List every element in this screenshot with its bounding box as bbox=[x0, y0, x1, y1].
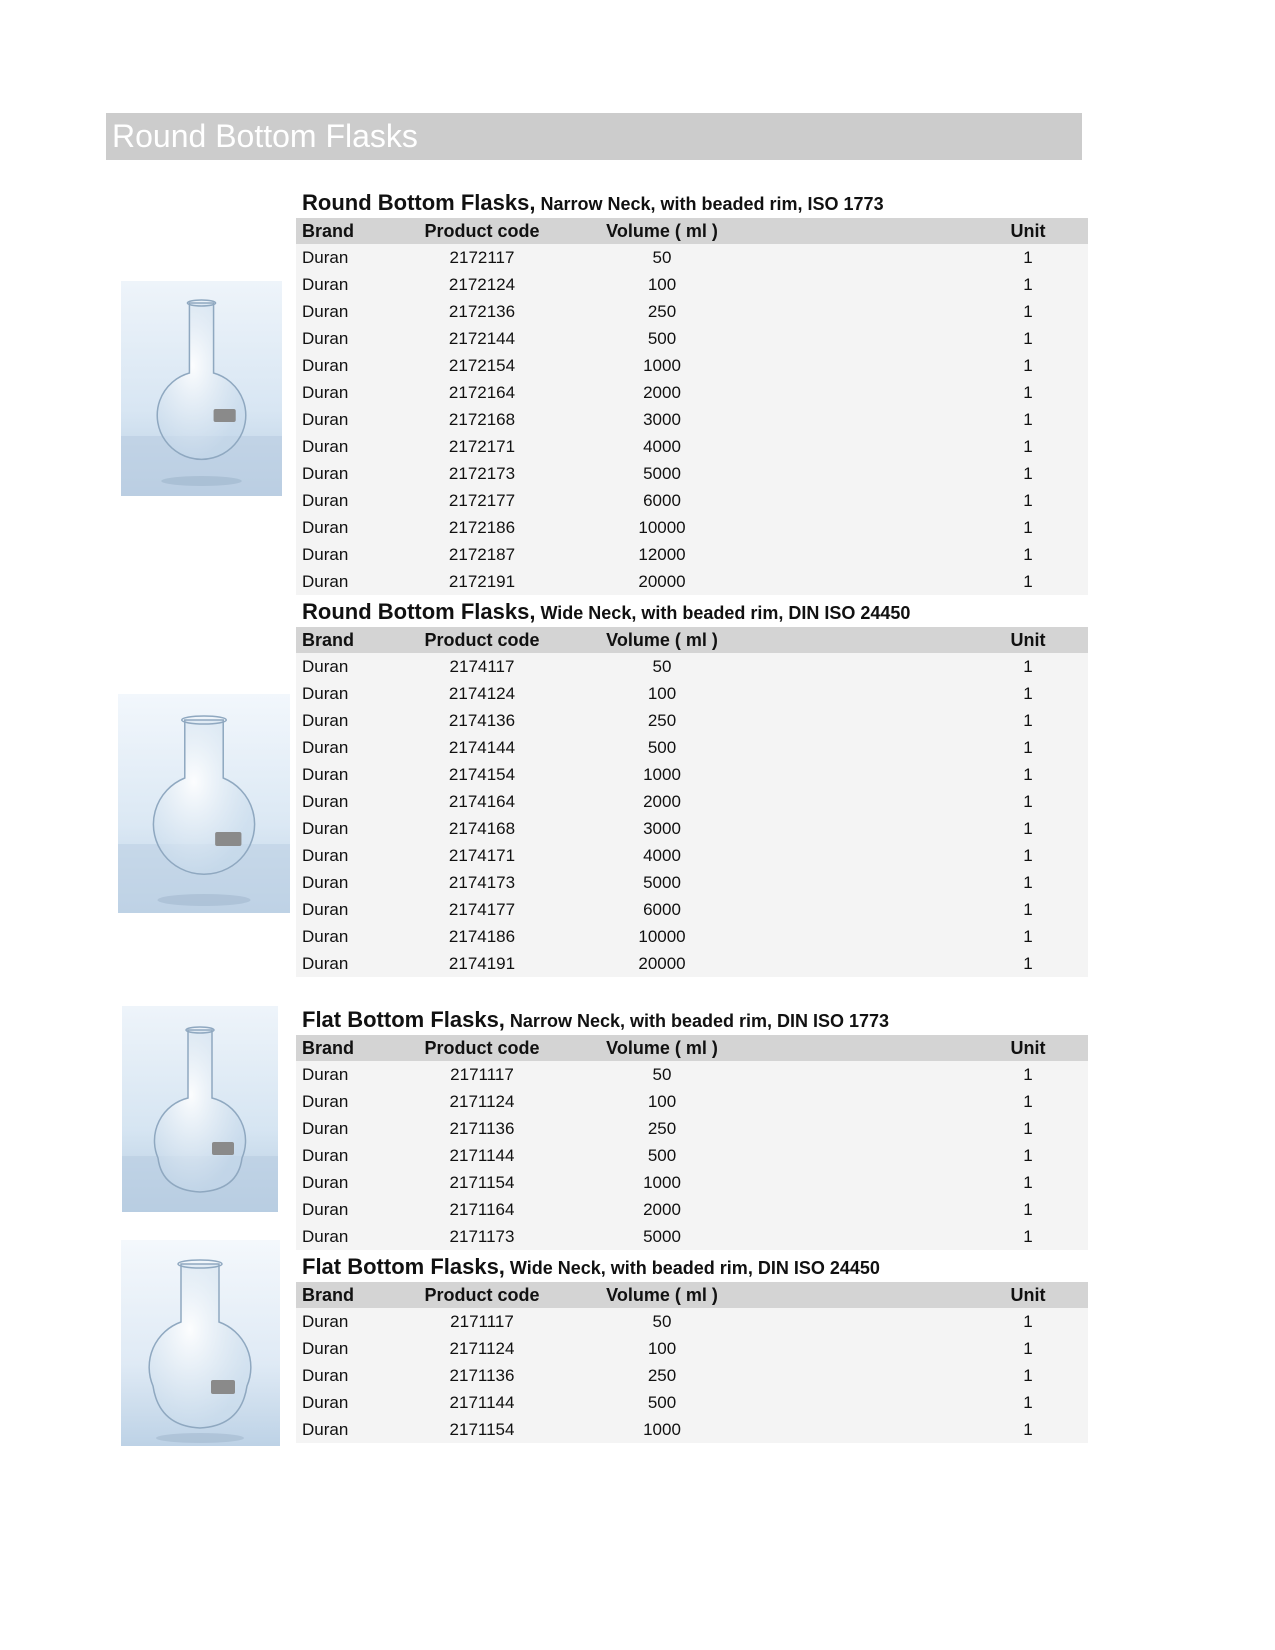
cell-product-code: 2172171 bbox=[448, 437, 516, 456]
cell-volume: 1000 bbox=[643, 356, 681, 375]
table-row bbox=[296, 1389, 1088, 1416]
cell-unit: 1 bbox=[1023, 1420, 1033, 1439]
table-row bbox=[296, 1088, 1088, 1115]
cell-volume: 4000 bbox=[643, 437, 681, 456]
cell-unit: 1 bbox=[1023, 572, 1033, 591]
table-row bbox=[296, 788, 1088, 815]
table-header-row bbox=[296, 1282, 1088, 1308]
product-table bbox=[296, 627, 1088, 977]
section-title-main: Flat Bottom Flasks, bbox=[302, 1007, 505, 1032]
cell-unit: 1 bbox=[1023, 1200, 1033, 1219]
cell-brand: Duran bbox=[302, 927, 349, 946]
cell-product-code: 2174168 bbox=[448, 819, 516, 838]
table-row bbox=[296, 815, 1088, 842]
cell-brand: Duran bbox=[302, 954, 349, 973]
table-header-row bbox=[296, 1035, 1088, 1061]
cell-spacer bbox=[772, 707, 968, 734]
cell-product-code: 2174164 bbox=[448, 792, 516, 811]
cell-product-code: 2174144 bbox=[448, 738, 516, 757]
cell-unit: 1 bbox=[1023, 819, 1033, 838]
cell-volume: 20000 bbox=[638, 572, 686, 591]
cell-volume: 500 bbox=[647, 1393, 677, 1412]
section-title bbox=[296, 1252, 1082, 1282]
cell-volume: 250 bbox=[647, 302, 677, 321]
cell-spacer bbox=[772, 1196, 968, 1223]
cell-brand: Duran bbox=[302, 545, 349, 564]
cell-volume: 6000 bbox=[643, 491, 681, 510]
table-row bbox=[296, 244, 1088, 271]
cell-brand: Duran bbox=[302, 383, 349, 402]
cell-spacer bbox=[772, 406, 968, 433]
cell-volume: 1000 bbox=[643, 1420, 681, 1439]
table-row bbox=[296, 568, 1088, 595]
cell-brand: Duran bbox=[302, 248, 349, 267]
table-row bbox=[296, 1169, 1088, 1196]
cell-volume: 3000 bbox=[643, 410, 681, 429]
cell-unit: 1 bbox=[1023, 954, 1033, 973]
table-row bbox=[296, 379, 1088, 406]
cell-brand: Duran bbox=[302, 1393, 349, 1412]
cell-volume: 10000 bbox=[638, 927, 686, 946]
cell-volume: 1000 bbox=[643, 765, 681, 784]
cell-spacer bbox=[772, 842, 968, 869]
table-row bbox=[296, 1308, 1088, 1335]
cell-volume: 50 bbox=[652, 1065, 672, 1084]
table-row bbox=[296, 460, 1088, 487]
cell-unit: 1 bbox=[1023, 846, 1033, 865]
cell-brand: Duran bbox=[302, 819, 349, 838]
cell-product-code: 2171136 bbox=[449, 1119, 515, 1138]
section-title-sub: Wide Neck, with beaded rim, DIN ISO 24450 bbox=[535, 603, 911, 623]
cell-unit: 1 bbox=[1023, 1173, 1033, 1192]
cell-unit: 1 bbox=[1023, 437, 1033, 456]
cell-spacer bbox=[772, 1389, 968, 1416]
cell-spacer bbox=[772, 298, 968, 325]
cell-unit: 1 bbox=[1023, 684, 1033, 703]
cell-product-code: 2172177 bbox=[448, 491, 516, 510]
cell-spacer bbox=[772, 950, 968, 977]
cell-spacer bbox=[772, 325, 968, 352]
cell-product-code: 2171154 bbox=[449, 1173, 515, 1192]
section-title-main: Round Bottom Flasks, bbox=[302, 190, 536, 215]
cell-brand: Duran bbox=[302, 491, 349, 510]
cell-product-code: 2174136 bbox=[448, 711, 516, 730]
section-title bbox=[296, 1005, 1082, 1035]
cell-unit: 1 bbox=[1023, 1092, 1033, 1111]
cell-unit: 1 bbox=[1023, 491, 1033, 510]
section-title-main: Round Bottom Flasks, bbox=[302, 599, 536, 624]
cell-brand: Duran bbox=[302, 356, 349, 375]
header-brand: Brand bbox=[296, 1035, 412, 1061]
cell-product-code: 2171173 bbox=[449, 1227, 515, 1246]
header-spacer bbox=[772, 1282, 968, 1308]
table-header-row bbox=[296, 627, 1088, 653]
cell-unit: 1 bbox=[1023, 1312, 1033, 1331]
cell-volume: 1000 bbox=[643, 1173, 681, 1192]
table-row bbox=[296, 1362, 1088, 1389]
header-product-code: Product code bbox=[412, 1035, 552, 1061]
cell-volume: 100 bbox=[647, 684, 677, 703]
header-brand: Brand bbox=[296, 627, 412, 653]
cell-brand: Duran bbox=[302, 1227, 349, 1246]
cell-spacer bbox=[772, 433, 968, 460]
cell-brand: Duran bbox=[302, 1312, 349, 1331]
table-row bbox=[296, 869, 1088, 896]
cell-volume: 250 bbox=[647, 711, 677, 730]
cell-spacer bbox=[772, 1308, 968, 1335]
cell-product-code: 2174124 bbox=[448, 684, 516, 703]
cell-unit: 1 bbox=[1023, 738, 1033, 757]
cell-brand: Duran bbox=[302, 738, 349, 757]
section-flat-narrow bbox=[296, 1005, 1082, 1250]
section-round-wide bbox=[296, 597, 1082, 977]
cell-volume: 2000 bbox=[643, 792, 681, 811]
cell-product-code: 2171136 bbox=[449, 1366, 515, 1385]
cell-product-code: 2174117 bbox=[449, 657, 515, 676]
cell-spacer bbox=[772, 788, 968, 815]
cell-spacer bbox=[772, 1088, 968, 1115]
table-header-row bbox=[296, 218, 1088, 244]
cell-unit: 1 bbox=[1023, 248, 1033, 267]
cell-volume: 10000 bbox=[638, 518, 686, 537]
cell-unit: 1 bbox=[1023, 927, 1033, 946]
cell-brand: Duran bbox=[302, 1173, 349, 1192]
table-row bbox=[296, 761, 1088, 788]
cell-brand: Duran bbox=[302, 846, 349, 865]
cell-volume: 500 bbox=[647, 738, 677, 757]
cell-product-code: 2172154 bbox=[448, 356, 516, 375]
cell-volume: 12000 bbox=[638, 545, 686, 564]
cell-spacer bbox=[772, 568, 968, 595]
cell-brand: Duran bbox=[302, 410, 349, 429]
cell-spacer bbox=[772, 1115, 968, 1142]
cell-volume: 20000 bbox=[638, 954, 686, 973]
header-unit: Unit bbox=[968, 1282, 1088, 1308]
cell-volume: 4000 bbox=[643, 846, 681, 865]
cell-brand: Duran bbox=[302, 437, 349, 456]
cell-unit: 1 bbox=[1023, 329, 1033, 348]
cell-volume: 100 bbox=[647, 1092, 677, 1111]
cell-spacer bbox=[772, 1223, 968, 1250]
table-row bbox=[296, 271, 1088, 298]
cell-brand: Duran bbox=[302, 657, 349, 676]
cell-spacer bbox=[772, 514, 968, 541]
table-row bbox=[296, 514, 1088, 541]
cell-volume: 500 bbox=[647, 329, 677, 348]
cell-brand: Duran bbox=[302, 900, 349, 919]
cell-brand: Duran bbox=[302, 1146, 349, 1165]
cell-brand: Duran bbox=[302, 464, 349, 483]
cell-brand: Duran bbox=[302, 1200, 349, 1219]
cell-unit: 1 bbox=[1023, 518, 1033, 537]
cell-spacer bbox=[772, 761, 968, 788]
header-volume: Volume ( ml ) bbox=[552, 1282, 772, 1308]
cell-product-code: 2174173 bbox=[448, 873, 516, 892]
cell-brand: Duran bbox=[302, 1339, 349, 1358]
cell-product-code: 2172117 bbox=[449, 248, 515, 267]
cell-product-code: 2171117 bbox=[450, 1312, 514, 1331]
cell-product-code: 2172144 bbox=[448, 329, 516, 348]
table-row bbox=[296, 1335, 1088, 1362]
cell-volume: 500 bbox=[647, 1146, 677, 1165]
header-unit: Unit bbox=[968, 218, 1088, 244]
header-product-code: Product code bbox=[412, 1282, 552, 1308]
section-title bbox=[296, 188, 1082, 218]
header-unit: Unit bbox=[968, 1035, 1088, 1061]
cell-volume: 6000 bbox=[643, 900, 681, 919]
cell-volume: 100 bbox=[647, 275, 677, 294]
cell-spacer bbox=[772, 1335, 968, 1362]
cell-spacer bbox=[772, 653, 968, 680]
section-title-main: Flat Bottom Flasks, bbox=[302, 1254, 505, 1279]
cell-product-code: 2171124 bbox=[449, 1339, 515, 1358]
cell-spacer bbox=[772, 271, 968, 298]
flask-image-round-narrow bbox=[121, 281, 282, 496]
cell-product-code: 2172191 bbox=[448, 572, 516, 591]
table-row bbox=[296, 1416, 1088, 1443]
section-title-sub: Narrow Neck, with beaded rim, DIN ISO 1773 bbox=[504, 1011, 890, 1031]
table-row bbox=[296, 1061, 1088, 1088]
cell-unit: 1 bbox=[1023, 657, 1033, 676]
cell-brand: Duran bbox=[302, 302, 349, 321]
cell-spacer bbox=[772, 244, 968, 271]
table-row bbox=[296, 1115, 1088, 1142]
table-row bbox=[296, 680, 1088, 707]
cell-volume: 250 bbox=[647, 1366, 677, 1385]
cell-volume: 250 bbox=[647, 1119, 677, 1138]
cell-product-code: 2172186 bbox=[448, 518, 516, 537]
cell-product-code: 2174154 bbox=[448, 765, 516, 784]
cell-spacer bbox=[772, 1061, 968, 1088]
cell-brand: Duran bbox=[302, 792, 349, 811]
cell-product-code: 2171144 bbox=[449, 1393, 515, 1412]
cell-unit: 1 bbox=[1023, 1065, 1033, 1084]
cell-spacer bbox=[772, 487, 968, 514]
cell-product-code: 2171154 bbox=[449, 1420, 515, 1439]
cell-unit: 1 bbox=[1023, 711, 1033, 730]
cell-spacer bbox=[772, 352, 968, 379]
cell-brand: Duran bbox=[302, 1065, 349, 1084]
cell-spacer bbox=[772, 460, 968, 487]
table-row bbox=[296, 406, 1088, 433]
cell-product-code: 2174177 bbox=[448, 900, 516, 919]
cell-unit: 1 bbox=[1023, 1366, 1033, 1385]
cell-product-code: 2172124 bbox=[448, 275, 516, 294]
cell-spacer bbox=[772, 1416, 968, 1443]
cell-volume: 2000 bbox=[643, 383, 681, 402]
cell-product-code: 2174191 bbox=[448, 954, 516, 973]
cell-product-code: 2172187 bbox=[448, 545, 516, 564]
cell-brand: Duran bbox=[302, 275, 349, 294]
cell-brand: Duran bbox=[302, 1420, 349, 1439]
cell-product-code: 2172136 bbox=[448, 302, 516, 321]
cell-product-code: 2174171 bbox=[448, 846, 516, 865]
table-row bbox=[296, 842, 1088, 869]
cell-spacer bbox=[772, 815, 968, 842]
cell-unit: 1 bbox=[1023, 302, 1033, 321]
cell-spacer bbox=[772, 379, 968, 406]
table-row bbox=[296, 433, 1088, 460]
cell-product-code: 2171144 bbox=[449, 1146, 515, 1165]
cell-unit: 1 bbox=[1023, 545, 1033, 564]
cell-product-code: 2172168 bbox=[448, 410, 516, 429]
cell-unit: 1 bbox=[1023, 900, 1033, 919]
cell-brand: Duran bbox=[302, 329, 349, 348]
product-table bbox=[296, 218, 1088, 595]
table-row bbox=[296, 1223, 1088, 1250]
cell-brand: Duran bbox=[302, 1092, 349, 1111]
cell-unit: 1 bbox=[1023, 356, 1033, 375]
cell-unit: 1 bbox=[1023, 765, 1033, 784]
table-row bbox=[296, 707, 1088, 734]
table-row bbox=[296, 325, 1088, 352]
header-product-code: Product code bbox=[412, 627, 552, 653]
table-row bbox=[296, 1196, 1088, 1223]
table-row bbox=[296, 541, 1088, 568]
cell-product-code: 2174186 bbox=[448, 927, 516, 946]
section-title-sub: Wide Neck, with beaded rim, DIN ISO 24450 bbox=[504, 1258, 880, 1278]
cell-brand: Duran bbox=[302, 1366, 349, 1385]
header-volume: Volume ( ml ) bbox=[552, 218, 772, 244]
cell-volume: 100 bbox=[647, 1339, 677, 1358]
table-row bbox=[296, 896, 1088, 923]
cell-unit: 1 bbox=[1023, 410, 1033, 429]
cell-spacer bbox=[772, 1169, 968, 1196]
cell-unit: 1 bbox=[1023, 1393, 1033, 1412]
cell-brand: Duran bbox=[302, 572, 349, 591]
cell-volume: 3000 bbox=[643, 819, 681, 838]
table-row bbox=[296, 653, 1088, 680]
flask-image-flat-narrow bbox=[122, 1006, 278, 1212]
cell-brand: Duran bbox=[302, 518, 349, 537]
cell-unit: 1 bbox=[1023, 1339, 1033, 1358]
table-row bbox=[296, 734, 1088, 761]
table-row bbox=[296, 487, 1088, 514]
cell-spacer bbox=[772, 896, 968, 923]
cell-spacer bbox=[772, 869, 968, 896]
product-table bbox=[296, 1035, 1088, 1250]
cell-volume: 2000 bbox=[643, 1200, 681, 1219]
cell-volume: 50 bbox=[652, 248, 672, 267]
cell-product-code: 2171164 bbox=[449, 1200, 515, 1219]
cell-volume: 5000 bbox=[643, 464, 681, 483]
cell-product-code: 2171124 bbox=[449, 1092, 515, 1111]
header-spacer bbox=[772, 1035, 968, 1061]
cell-brand: Duran bbox=[302, 1119, 349, 1138]
cell-spacer bbox=[772, 680, 968, 707]
cell-unit: 1 bbox=[1023, 1119, 1033, 1138]
flask-image-flat-wide bbox=[121, 1240, 280, 1446]
cell-volume: 5000 bbox=[643, 873, 681, 892]
section-flat-wide bbox=[296, 1252, 1082, 1443]
cell-product-code: 2171117 bbox=[450, 1065, 514, 1084]
cell-spacer bbox=[772, 541, 968, 568]
table-row bbox=[296, 1142, 1088, 1169]
cell-volume: 50 bbox=[652, 1312, 672, 1331]
table-row bbox=[296, 352, 1088, 379]
cell-volume: 5000 bbox=[643, 1227, 681, 1246]
flask-image-round-wide bbox=[118, 694, 290, 913]
table-row bbox=[296, 298, 1088, 325]
section-title-sub: Narrow Neck, with beaded rim, ISO 1773 bbox=[535, 194, 884, 214]
header-product-code: Product code bbox=[412, 218, 552, 244]
cell-unit: 1 bbox=[1023, 383, 1033, 402]
header-volume: Volume ( ml ) bbox=[552, 627, 772, 653]
cell-product-code: 2172164 bbox=[448, 383, 516, 402]
table-row bbox=[296, 923, 1088, 950]
cell-brand: Duran bbox=[302, 711, 349, 730]
header-spacer bbox=[772, 218, 968, 244]
header-brand: Brand bbox=[296, 1282, 412, 1308]
cell-spacer bbox=[772, 734, 968, 761]
section-title bbox=[296, 597, 1082, 627]
cell-spacer bbox=[772, 1362, 968, 1389]
cell-spacer bbox=[772, 1142, 968, 1169]
section-round-narrow bbox=[296, 188, 1082, 595]
table-row bbox=[296, 950, 1088, 977]
product-table bbox=[296, 1282, 1088, 1443]
cell-unit: 1 bbox=[1023, 1146, 1033, 1165]
header-unit: Unit bbox=[968, 627, 1088, 653]
cell-unit: 1 bbox=[1023, 792, 1033, 811]
cell-spacer bbox=[772, 923, 968, 950]
cell-unit: 1 bbox=[1023, 464, 1033, 483]
cell-brand: Duran bbox=[302, 765, 349, 784]
cell-unit: 1 bbox=[1023, 1227, 1033, 1246]
cell-product-code: 2172173 bbox=[448, 464, 516, 483]
cell-brand: Duran bbox=[302, 873, 349, 892]
page-title: Round Bottom Flasks bbox=[106, 113, 1082, 160]
header-brand: Brand bbox=[296, 218, 412, 244]
cell-unit: 1 bbox=[1023, 275, 1033, 294]
cell-volume: 50 bbox=[652, 657, 672, 676]
header-spacer bbox=[772, 627, 968, 653]
cell-unit: 1 bbox=[1023, 873, 1033, 892]
cell-brand: Duran bbox=[302, 684, 349, 703]
header-volume: Volume ( ml ) bbox=[552, 1035, 772, 1061]
